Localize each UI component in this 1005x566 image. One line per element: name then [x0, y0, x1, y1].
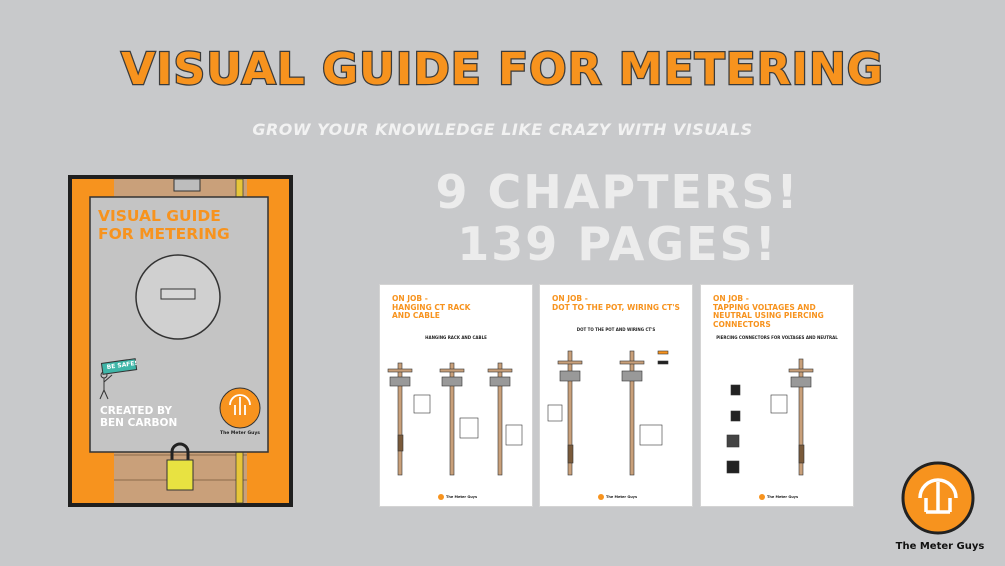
book-cover — [68, 175, 293, 507]
page-2-brand-text: The Meter Guys — [606, 495, 638, 499]
cover-title-line2: FOR METERING — [98, 225, 230, 243]
cover-credit-line2: BEN CARBON — [100, 417, 178, 429]
cover-title-line1: VISUAL GUIDE — [98, 207, 221, 225]
page-1-illustration — [380, 285, 532, 506]
meter-guys-logo-icon — [220, 388, 260, 428]
page-1-brand — [438, 494, 477, 500]
sample-page-1 — [379, 284, 533, 507]
page-title: VISUAL GUIDE FOR METERING — [121, 44, 884, 95]
cover-sign: BE SAFE! — [106, 359, 138, 372]
cover-brand: The Meter Guys — [220, 431, 260, 436]
page-2-brand — [598, 494, 637, 500]
pages-count: 139 PAGES! — [457, 217, 778, 271]
sample-page-2 — [539, 284, 693, 507]
page-3-title: ON JOB - TAPPING VOLTAGES AND NEUTRAL USING PIERCING CONNECTORS — [713, 294, 824, 329]
page-3-subtitle: PIERCING CONNECTORS FOR VOLTAGES AND NEUTRAL — [716, 335, 838, 340]
page-subtitle: GROW YOUR KNOWLEDGE LIKE CRAZY WITH VISUALS — [252, 120, 753, 139]
page-1-subtitle: HANGING RACK AND CABLE — [425, 335, 487, 340]
page-2-illustration — [540, 285, 692, 506]
page-3-brand-text: The Meter Guys — [767, 495, 799, 499]
sample-page-3 — [700, 284, 854, 507]
cover-credit-line1: CREATED BY — [100, 405, 173, 417]
page-1-brand-text: The Meter Guys — [446, 495, 478, 499]
meter-guys-logo-large-icon — [888, 460, 988, 540]
chapters-count: 9 CHAPTERS! — [435, 165, 800, 219]
brand-name: The Meter Guys — [895, 541, 985, 552]
page-1-title: ON JOB - HANGING CT RACK AND CABLE — [392, 294, 471, 320]
page-3-illustration — [701, 285, 853, 506]
brand-logo — [888, 460, 988, 544]
page-2-title: ON JOB - DOT TO THE POT, WIRING CT'S — [552, 294, 680, 312]
page-3-brand — [759, 494, 798, 500]
page-2-subtitle: DOT TO THE POT AND WIRING CT'S — [576, 327, 656, 332]
